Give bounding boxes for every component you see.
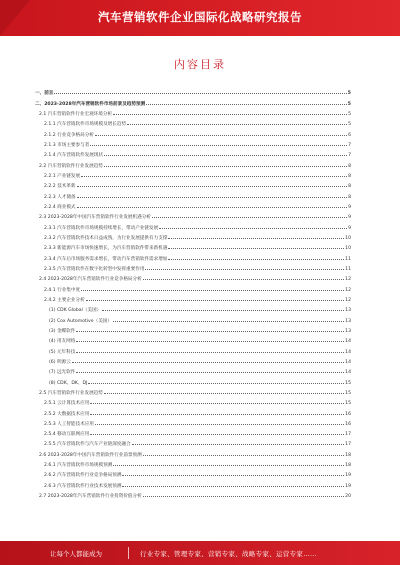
- toc-leader-dots: [143, 496, 344, 497]
- toc-entry[interactable]: [35, 210, 351, 220]
- toc-entry[interactable]: [35, 355, 351, 365]
- toc-leader-dots: [122, 486, 344, 487]
- toc-leader-dots: [77, 207, 348, 208]
- toc-entry[interactable]: [35, 107, 351, 117]
- toc-entry[interactable]: [35, 468, 351, 478]
- toc-entry-label: 2.4.1 行业集中度: [44, 287, 81, 293]
- toc-entry[interactable]: [35, 272, 351, 282]
- toc-leader-dots: [168, 238, 344, 239]
- toc-leader-dots: [113, 114, 347, 115]
- toc-entry-page: 14: [345, 359, 351, 365]
- toc-entry[interactable]: [35, 127, 351, 137]
- toc-heading: 内容目录: [174, 58, 226, 71]
- toc-entry[interactable]: [35, 458, 351, 468]
- toc-entry-label: 2.2.4 商业模式: [44, 204, 76, 210]
- toc-entry-page: 15: [345, 401, 351, 407]
- toc-entry[interactable]: [35, 96, 351, 106]
- toc-entry-page: 20: [345, 494, 351, 500]
- toc-entry-page: 18: [345, 452, 351, 458]
- toc-entry-label: 2.2.1 产业链发展: [44, 173, 81, 179]
- footer-banner: [0, 541, 400, 565]
- toc-leader-dots: [77, 197, 348, 198]
- toc-entry-label: (6) 明源云: [49, 359, 71, 365]
- toc-leader-dots: [168, 248, 344, 249]
- toc-leader-dots: [86, 300, 344, 301]
- toc-leader-dots: [143, 279, 344, 280]
- toc-entry-label: 2.5.2 大数据技术应用: [44, 411, 90, 417]
- toc-leader-dots: [145, 269, 344, 270]
- toc-entry-page: 5: [348, 122, 351, 128]
- toc-entry-label: 2.2.2 技术革新: [44, 184, 76, 190]
- toc-entry-page: 7: [348, 153, 351, 159]
- toc-leader-dots: [95, 135, 347, 136]
- toc-entry[interactable]: [35, 324, 351, 334]
- toc-entry-label: 2.3.4 汽车后市场服务需求增长，带动汽车营销软件需求增加: [44, 256, 168, 262]
- toc-entry-label: 2.2.3 人才储备: [44, 194, 76, 200]
- toc-entry-page: 15: [345, 390, 351, 396]
- toc-entry[interactable]: [35, 138, 351, 148]
- toc-entry-page: 5: [348, 111, 351, 117]
- toc-entry-page: 12: [345, 297, 351, 303]
- toc-entry[interactable]: [35, 179, 351, 189]
- toc-entry-label: 2.1.1 汽车营销软件市场规模及增长趋势: [44, 122, 127, 128]
- report-title: 汽车营销软件企业国际化战略研究报告: [98, 10, 302, 24]
- toc-entry[interactable]: [35, 251, 351, 261]
- toc-leader-dots: [54, 93, 346, 94]
- toc-entry-page: 19: [345, 483, 351, 489]
- toc-leader-dots: [113, 465, 344, 466]
- toc-entry[interactable]: [35, 447, 351, 457]
- toc-leader-dots: [90, 414, 344, 415]
- toc-entry-page: 5: [347, 101, 351, 107]
- toc-entry[interactable]: [35, 489, 351, 499]
- toc-entry-page: 13: [345, 308, 351, 314]
- toc-leader-dots: [90, 434, 344, 435]
- toc-entry-page: 14: [345, 349, 351, 355]
- toc-entry[interactable]: [35, 293, 351, 303]
- toc-entry-label: 2.2 汽车营销软件行业发展趋势: [39, 163, 103, 169]
- toc-entry[interactable]: [35, 365, 351, 375]
- footer-divider: [128, 547, 129, 559]
- header-banner: [0, 0, 400, 36]
- toc-entry-page: 18: [345, 463, 351, 469]
- toc-entry-page: 8: [348, 194, 351, 200]
- toc-entry-label: 2.5.5 汽车营销软件与汽车产业链深度融合: [44, 442, 131, 448]
- toc-leader-dots: [159, 228, 347, 229]
- toc-entry-page: 8: [348, 184, 351, 190]
- toc-entry-page: 8: [348, 163, 351, 169]
- toc-entry-label: 2.4 2023-2028年汽车营销软件行业竞争格局分析: [39, 277, 142, 283]
- toc-entry-page: 7: [348, 142, 351, 148]
- toc-entry[interactable]: [35, 344, 351, 354]
- toc-entry-label: 2.3.1 汽车营销软件市场规模持续增长，带动产业链发展: [44, 225, 159, 231]
- toc-entry-label: 2.6.2 汽车营销软件行业竞争格局预测: [44, 473, 122, 479]
- toc-entry-page: 11: [345, 256, 351, 262]
- toc-entry-label: 二、2023-2028年汽车营销软件市场前景及趋势预测: [35, 101, 146, 107]
- toc-entry[interactable]: [35, 406, 351, 416]
- toc-entry-label: 2.3.2 汽车营销软件技术日益成熟，为行业发展提供有力支撑: [44, 235, 168, 241]
- toc-entry[interactable]: [35, 417, 351, 427]
- toc-leader-dots: [76, 352, 344, 353]
- toc-entry-label: 2.3.3 新能源汽车市场快速增长，为汽车营销软件带来新机遇: [44, 246, 168, 252]
- toc-entry[interactable]: [35, 241, 351, 251]
- toc-entry-page: 13: [345, 318, 351, 324]
- toc-entry-page: 19: [345, 473, 351, 479]
- toc-entry-page: 9: [348, 215, 351, 221]
- toc-leader-dots: [102, 310, 344, 311]
- toc-entry-page: 14: [345, 339, 351, 345]
- toc-entry[interactable]: [35, 282, 351, 292]
- toc-leader-dots: [132, 444, 344, 445]
- toc-entry[interactable]: [35, 386, 351, 396]
- toc-entry-page: 6: [348, 132, 351, 138]
- toc-entry[interactable]: [35, 313, 351, 323]
- toc-entry[interactable]: [35, 189, 351, 199]
- toc-entry[interactable]: [35, 200, 351, 210]
- toc-entry-label: (3) 金蝶软件: [49, 328, 76, 334]
- toc-entry[interactable]: [35, 117, 351, 127]
- toc-leader-dots: [88, 383, 344, 384]
- toc-entry-page: 11: [345, 266, 351, 272]
- toc-entry-page: 10: [345, 235, 351, 241]
- toc-leader-dots: [104, 393, 344, 394]
- toc-entry[interactable]: [35, 86, 351, 96]
- toc-entry-page: 13: [345, 328, 351, 334]
- toc-leader-dots: [104, 166, 347, 167]
- toc-entry-label: 2.3 2023-2028年中国汽车营销软件行业发展机遇分析: [39, 215, 151, 221]
- toc-leader-dots: [146, 104, 347, 105]
- toc-entry-label: (8) CDK、DK、DJ: [49, 380, 88, 386]
- toc-entry-page: 12: [345, 277, 351, 283]
- toc-entry-page: 16: [345, 421, 351, 427]
- toc-entry-label: 2.7 2023-2028年汽车营销软件行业投资价值分析: [39, 494, 142, 500]
- toc-leader-dots: [168, 259, 344, 260]
- toc-entry-label: 2.1.2 行业竞争格局分析: [44, 132, 94, 138]
- toc-entry-label: 2.1 汽车营销软件行业宏观环境分析: [39, 111, 113, 117]
- toc-leader-dots: [81, 290, 344, 291]
- toc-leader-dots: [76, 372, 344, 373]
- toc-entry[interactable]: [35, 478, 351, 488]
- toc-entry[interactable]: [35, 158, 351, 168]
- toc-entry-label: 2.4.2 主要企业分析: [44, 297, 85, 303]
- toc-leader-dots: [90, 145, 347, 146]
- toc-entry-label: (5) 元年科技: [49, 349, 76, 355]
- toc-entry-page: 10: [345, 246, 351, 252]
- toc-leader-dots: [122, 475, 344, 476]
- toc-entry-page: 8: [348, 173, 351, 179]
- toc-entry-label: 一、前言: [35, 91, 54, 97]
- toc-entry-label: (1) CDK Global（美国）: [49, 308, 102, 314]
- footer-slogan-left: 让每个人都能成为: [50, 550, 102, 558]
- toc-leader-dots: [113, 321, 344, 322]
- toc-entry[interactable]: [35, 148, 351, 158]
- toc-leader-dots: [104, 155, 347, 156]
- toc-leader-dots: [90, 403, 344, 404]
- toc-entry[interactable]: [35, 220, 351, 230]
- toc-leader-dots: [77, 186, 348, 187]
- toc-entry-page: 9: [348, 225, 351, 231]
- toc-entry-label: 2.1.3 市场主要参与者: [44, 142, 90, 148]
- toc-entry-page: 12: [345, 287, 351, 293]
- table-of-contents: [35, 86, 351, 499]
- toc-entry-label: 2.5.3 人工智能技术应用: [44, 421, 94, 427]
- toc-leader-dots: [81, 176, 347, 177]
- toc-leader-dots: [95, 424, 344, 425]
- toc-entry[interactable]: [35, 396, 351, 406]
- toc-leader-dots: [143, 455, 344, 456]
- toc-entry[interactable]: [35, 334, 351, 344]
- toc-entry[interactable]: [35, 437, 351, 447]
- toc-leader-dots: [76, 331, 344, 332]
- toc-entry-page: 14: [345, 370, 351, 376]
- toc-entry[interactable]: [35, 262, 351, 272]
- toc-entry[interactable]: [35, 303, 351, 313]
- toc-entry-label: 2.5 汽车营销软件行业发展趋势: [39, 390, 103, 396]
- toc-entry-page: 5: [347, 91, 351, 97]
- toc-entry-label: 2.5.4 移动互联网应用: [44, 432, 90, 438]
- toc-entry-page: 17: [345, 432, 351, 438]
- toc-entry-label: 2.6.3 汽车营销软件行业技术发展预测: [44, 483, 122, 489]
- toc-entry[interactable]: [35, 427, 351, 437]
- toc-leader-dots: [127, 124, 347, 125]
- toc-entry-page: 9: [348, 204, 351, 210]
- toc-entry-page: 15: [345, 380, 351, 386]
- toc-entry-page: 17: [345, 442, 351, 448]
- toc-entry-label: 2.6 2023-2028年中国汽车营销软件行业前景预测: [39, 452, 142, 458]
- toc-leader-dots: [72, 362, 344, 363]
- toc-entry-label: 2.1.4 汽车营销软件发展现状: [44, 153, 104, 159]
- toc-entry-label: 2.3.5 汽车营销软件在数字化转型中发挥重要作用: [44, 266, 145, 272]
- toc-entry-label: 2.5.1 云计算技术应用: [44, 401, 90, 407]
- toc-entry[interactable]: [35, 375, 351, 385]
- toc-entry-label: (4) 用友网络: [49, 339, 76, 345]
- toc-entry-label: (7) 远光软件: [49, 370, 76, 376]
- footer-slogan-right: 行业专家、管理专家、营销专家、战略专家、运营专家……: [140, 550, 317, 558]
- toc-entry-label: 2.6.1 汽车营销软件市场规模预测: [44, 463, 113, 469]
- toc-entry[interactable]: [35, 231, 351, 241]
- toc-entry[interactable]: [35, 169, 351, 179]
- toc-leader-dots: [152, 217, 347, 218]
- toc-entry-page: 16: [345, 411, 351, 417]
- toc-entry-label: (2) Cox Automotive（美国）: [49, 318, 112, 324]
- toc-leader-dots: [76, 341, 344, 342]
